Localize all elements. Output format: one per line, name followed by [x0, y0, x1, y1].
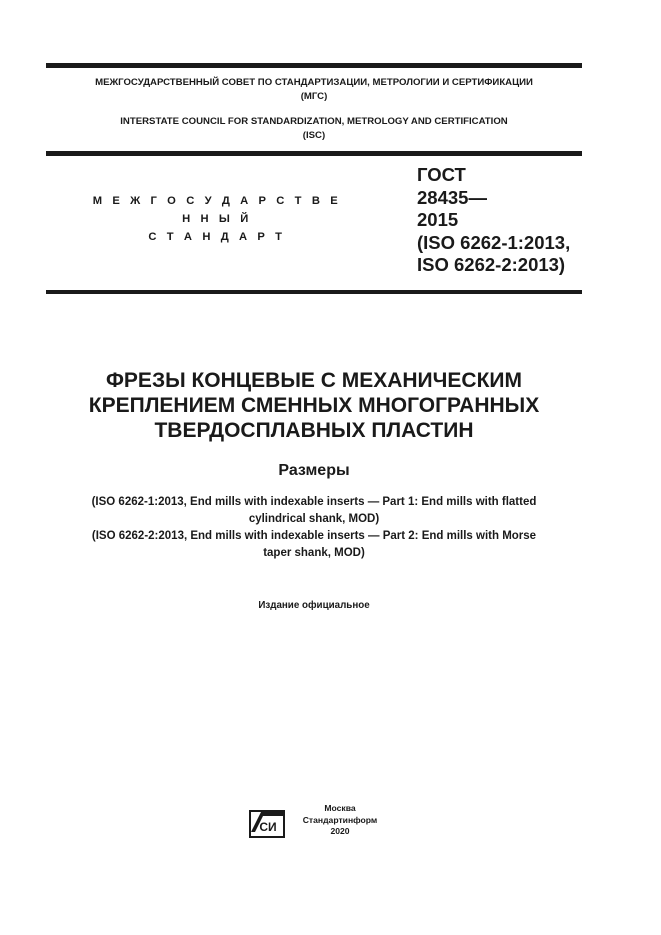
- edition-note: Издание официальное: [258, 600, 370, 611]
- publisher-info: [297, 803, 383, 838]
- council-ru-line: МЕЖГОСУДАРСТВЕННЫЙ СОВЕТ ПО СТАНДАРТИЗАЦИИ, МЕТРОЛОГИИ И СЕРТИФИКАЦИИ: [95, 77, 533, 88]
- standard-label-line-2: С Т А Н Д А Р Т: [148, 231, 286, 243]
- title-line-3: ТВЕРДОСПЛАВНЫХ ПЛАСТИН: [154, 419, 474, 442]
- document-subtitle: Размеры: [278, 462, 350, 479]
- designation-gost: ГОСТ: [417, 164, 466, 185]
- council-en-line: INTERSTATE COUNCIL FOR STANDARDIZATION, METROLOGY AND CERTIFICATION: [120, 116, 508, 127]
- title-line-1: ФРЕЗЫ КОНЦЕВЫЕ С МЕХАНИЧЕСКИМ: [106, 369, 522, 392]
- iso-ref-line-1: (ISO 6262-1:2013, End mills with indexable inserts — Part 1: End mills with flatted: [91, 496, 537, 508]
- bottom-rule: [46, 290, 582, 294]
- middle-rule: [46, 151, 582, 156]
- council-en: [46, 115, 582, 143]
- designation-number: 28435—: [417, 186, 487, 208]
- logo-letters: СИ: [259, 820, 277, 834]
- standard-label: [86, 192, 348, 246]
- top-rule: [46, 63, 582, 68]
- council-en-abbr: (ISC): [302, 130, 326, 141]
- title-line-2: КРЕПЛЕНИЕМ СМЕННЫХ МНОГОГРАННЫХ: [88, 394, 540, 417]
- iso-ref-line-3: (ISO 6262-2:2013, End mills with indexable inserts — Part 2: End mills with Morse: [91, 530, 537, 542]
- designation-iso-1: (ISO 6262-1:2013,: [417, 231, 571, 253]
- designation-iso-2: ISO 6262-2:2013): [417, 254, 566, 275]
- standard-designation: [417, 164, 570, 277]
- publisher-city: Москва: [324, 803, 356, 813]
- standartinform-logo-icon: [249, 810, 285, 838]
- council-ru: [46, 76, 582, 104]
- publisher-year: 2020: [330, 826, 350, 836]
- iso-references: [46, 494, 582, 562]
- publisher-name: Стандартинформ: [302, 814, 378, 825]
- iso-ref-line-2: cylindrical shank, MOD): [248, 513, 380, 525]
- council-ru-abbr: (МГС): [300, 91, 328, 102]
- standard-label-line-1: М Е Ж Г О С У Д А Р С Т В Е Н Н Ы Й: [92, 195, 342, 225]
- designation-year: 2015: [417, 209, 459, 230]
- iso-ref-line-4: taper shank, MOD): [263, 547, 365, 559]
- document-title: [46, 368, 582, 443]
